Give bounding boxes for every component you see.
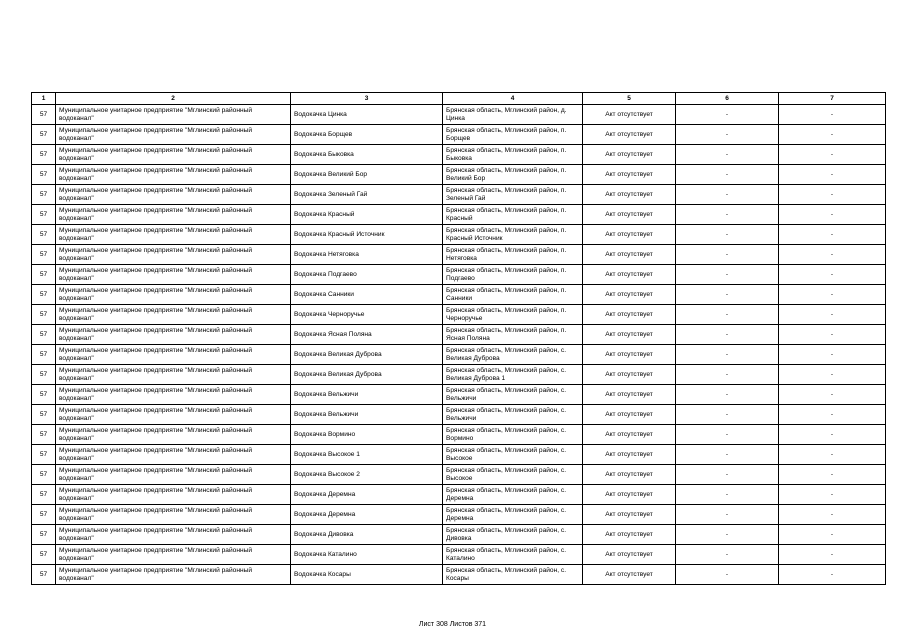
row-number-cell: 57 bbox=[32, 225, 56, 245]
organization-cell: Муниципальное унитарное предприятие "Мглинский районный водоканал" bbox=[56, 505, 291, 525]
row-number-cell: 57 bbox=[32, 545, 56, 565]
row-number-cell: 57 bbox=[32, 425, 56, 445]
column-6-cell: - bbox=[676, 565, 779, 585]
address-cell: Брянская область, Мглинский район, п. Великий Бор bbox=[443, 165, 583, 185]
row-number-cell: 57 bbox=[32, 345, 56, 365]
table-row bbox=[32, 205, 886, 225]
column-6-cell: - bbox=[676, 385, 779, 405]
organization-cell: Муниципальное унитарное предприятие "Мглинский районный водоканал" bbox=[56, 325, 291, 345]
column-header-2: 2 bbox=[56, 93, 291, 105]
table-row bbox=[32, 305, 886, 325]
address-cell: Брянская область, Мглинский район, п. Зеленый Гай bbox=[443, 185, 583, 205]
table-body bbox=[32, 105, 886, 585]
column-6-cell: - bbox=[676, 545, 779, 565]
act-status-cell: Акт отсутствует bbox=[583, 185, 676, 205]
organization-cell: Муниципальное унитарное предприятие "Мглинский районный водоканал" bbox=[56, 385, 291, 405]
organization-cell: Муниципальное унитарное предприятие "Мглинский районный водоканал" bbox=[56, 305, 291, 325]
object-name-cell: Водокачка Косары bbox=[291, 565, 443, 585]
column-6-cell: - bbox=[676, 305, 779, 325]
table-row bbox=[32, 345, 886, 365]
organization-cell: Муниципальное унитарное предприятие "Мглинский районный водоканал" bbox=[56, 565, 291, 585]
address-cell: Брянская область, Мглинский район, п. Красный bbox=[443, 205, 583, 225]
organization-cell: Муниципальное унитарное предприятие "Мглинский районный водоканал" bbox=[56, 545, 291, 565]
act-status-cell: Акт отсутствует bbox=[583, 545, 676, 565]
table-row bbox=[32, 405, 886, 425]
column-7-cell: - bbox=[779, 145, 886, 165]
column-6-cell: - bbox=[676, 205, 779, 225]
object-name-cell: Водокачка Дивовка bbox=[291, 525, 443, 545]
organization-cell: Муниципальное унитарное предприятие "Мглинский районный водоканал" bbox=[56, 205, 291, 225]
column-6-cell: - bbox=[676, 465, 779, 485]
column-7-cell: - bbox=[779, 265, 886, 285]
address-cell: Брянская область, Мглинский район, с. Деремна bbox=[443, 485, 583, 505]
address-cell: Брянская область, Мглинский район, с. Вельжичи bbox=[443, 405, 583, 425]
object-name-cell: Водокачка Вельжичи bbox=[291, 385, 443, 405]
act-status-cell: Акт отсутствует bbox=[583, 485, 676, 505]
table-row bbox=[32, 425, 886, 445]
address-cell: Брянская область, Мглинский район, п. Ясная Поляна bbox=[443, 325, 583, 345]
column-7-cell: - bbox=[779, 245, 886, 265]
organization-cell: Муниципальное унитарное предприятие "Мглинский районный водоканал" bbox=[56, 525, 291, 545]
act-status-cell: Акт отсутствует bbox=[583, 285, 676, 305]
object-name-cell: Водокачка Быковка bbox=[291, 145, 443, 165]
row-number-cell: 57 bbox=[32, 525, 56, 545]
object-name-cell: Водокачка Красный bbox=[291, 205, 443, 225]
header-row bbox=[32, 93, 886, 105]
column-7-cell: - bbox=[779, 405, 886, 425]
row-number-cell: 57 bbox=[32, 285, 56, 305]
column-6-cell: - bbox=[676, 245, 779, 265]
act-status-cell: Акт отсутствует bbox=[583, 425, 676, 445]
row-number-cell: 57 bbox=[32, 185, 56, 205]
column-6-cell: - bbox=[676, 485, 779, 505]
table-row bbox=[32, 385, 886, 405]
address-cell: Брянская область, Мглинский район, п. Черноручье bbox=[443, 305, 583, 325]
act-status-cell: Акт отсутствует bbox=[583, 325, 676, 345]
object-name-cell: Водокачка Каталино bbox=[291, 545, 443, 565]
act-status-cell: Акт отсутствует bbox=[583, 225, 676, 245]
table-row bbox=[32, 525, 886, 545]
object-name-cell: Водокачка Вельжичи bbox=[291, 405, 443, 425]
organization-cell: Муниципальное унитарное предприятие "Мглинский районный водоканал" bbox=[56, 145, 291, 165]
column-header-4: 4 bbox=[443, 93, 583, 105]
address-cell: Брянская область, Мглинский район, с. Каталино bbox=[443, 545, 583, 565]
address-cell: Брянская область, Мглинский район, п. Красный Источник bbox=[443, 225, 583, 245]
column-6-cell: - bbox=[676, 105, 779, 125]
organization-cell: Муниципальное унитарное предприятие "Мглинский районный водоканал" bbox=[56, 245, 291, 265]
act-status-cell: Акт отсутствует bbox=[583, 405, 676, 425]
column-7-cell: - bbox=[779, 485, 886, 505]
address-cell: Брянская область, Мглинский район, д. Цинка bbox=[443, 105, 583, 125]
row-number-cell: 57 bbox=[32, 265, 56, 285]
object-name-cell: Водокачка Деремна bbox=[291, 485, 443, 505]
act-status-cell: Акт отсутствует bbox=[583, 385, 676, 405]
row-number-cell: 57 bbox=[32, 465, 56, 485]
column-7-cell: - bbox=[779, 165, 886, 185]
column-7-cell: - bbox=[779, 545, 886, 565]
act-status-cell: Акт отсутствует bbox=[583, 125, 676, 145]
column-header-6: 6 bbox=[676, 93, 779, 105]
organization-cell: Муниципальное унитарное предприятие "Мглинский районный водоканал" bbox=[56, 445, 291, 465]
object-name-cell: Водокачка Высокое 2 bbox=[291, 465, 443, 485]
row-number-cell: 57 bbox=[32, 505, 56, 525]
row-number-cell: 57 bbox=[32, 145, 56, 165]
object-name-cell: Водокачка Высокое 1 bbox=[291, 445, 443, 465]
act-status-cell: Акт отсутствует bbox=[583, 565, 676, 585]
address-cell: Брянская область, Мглинский район, п. Нетяговка bbox=[443, 245, 583, 265]
column-7-cell: - bbox=[779, 305, 886, 325]
table-row bbox=[32, 185, 886, 205]
act-status-cell: Акт отсутствует bbox=[583, 445, 676, 465]
row-number-cell: 57 bbox=[32, 125, 56, 145]
row-number-cell: 57 bbox=[32, 365, 56, 385]
table-row bbox=[32, 125, 886, 145]
organization-cell: Муниципальное унитарное предприятие "Мглинский районный водоканал" bbox=[56, 265, 291, 285]
act-status-cell: Акт отсутствует bbox=[583, 245, 676, 265]
organization-cell: Муниципальное унитарное предприятие "Мглинский районный водоканал" bbox=[56, 125, 291, 145]
column-7-cell: - bbox=[779, 385, 886, 405]
organization-cell: Муниципальное унитарное предприятие "Мглинский районный водоканал" bbox=[56, 105, 291, 125]
organization-cell: Муниципальное унитарное предприятие "Мглинский районный водоканал" bbox=[56, 465, 291, 485]
address-cell: Брянская область, Мглинский район, п. Подгаево bbox=[443, 265, 583, 285]
row-number-cell: 57 bbox=[32, 565, 56, 585]
table-row bbox=[32, 485, 886, 505]
act-status-cell: Акт отсутствует bbox=[583, 365, 676, 385]
column-6-cell: - bbox=[676, 185, 779, 205]
object-name-cell: Водокачка Цинка bbox=[291, 105, 443, 125]
page-number: Лист 308 Листов 371 bbox=[418, 621, 487, 628]
row-number-cell: 57 bbox=[32, 405, 56, 425]
act-status-cell: Акт отсутствует bbox=[583, 305, 676, 325]
organization-cell: Муниципальное унитарное предприятие "Мглинский районный водоканал" bbox=[56, 405, 291, 425]
address-cell: Брянская область, Мглинский район, с. Великая Дуброва bbox=[443, 345, 583, 365]
organization-cell: Муниципальное унитарное предприятие "Мглинский районный водоканал" bbox=[56, 165, 291, 185]
table-row bbox=[32, 465, 886, 485]
object-name-cell: Водокачка Деремна bbox=[291, 505, 443, 525]
address-cell: Брянская область, Мглинский район, с. Высокое bbox=[443, 465, 583, 485]
address-cell: Брянская область, Мглинский район, с. Деремна bbox=[443, 505, 583, 525]
column-7-cell: - bbox=[779, 365, 886, 385]
address-cell: Брянская область, Мглинский район, с. Великая Дуброва 1 bbox=[443, 365, 583, 385]
object-name-cell: Водокачка Нетяговка bbox=[291, 245, 443, 265]
table-row bbox=[32, 105, 886, 125]
table-row bbox=[32, 225, 886, 245]
column-6-cell: - bbox=[676, 165, 779, 185]
row-number-cell: 57 bbox=[32, 385, 56, 405]
column-6-cell: - bbox=[676, 225, 779, 245]
table-row bbox=[32, 285, 886, 305]
table-row bbox=[32, 545, 886, 565]
table-row bbox=[32, 165, 886, 185]
table-row bbox=[32, 365, 886, 385]
organization-cell: Муниципальное унитарное предприятие "Мглинский районный водоканал" bbox=[56, 425, 291, 445]
object-name-cell: Водокачка Санники bbox=[291, 285, 443, 305]
column-7-cell: - bbox=[779, 445, 886, 465]
column-7-cell: - bbox=[779, 285, 886, 305]
column-6-cell: - bbox=[676, 265, 779, 285]
table-row bbox=[32, 445, 886, 465]
row-number-cell: 57 bbox=[32, 485, 56, 505]
row-number-cell: 57 bbox=[32, 325, 56, 345]
act-status-cell: Акт отсутствует bbox=[583, 525, 676, 545]
column-7-cell: - bbox=[779, 125, 886, 145]
row-number-cell: 57 bbox=[32, 245, 56, 265]
column-7-cell: - bbox=[779, 565, 886, 585]
address-cell: Брянская область, Мглинский район, п. Санники bbox=[443, 285, 583, 305]
column-6-cell: - bbox=[676, 145, 779, 165]
address-cell: Брянская область, Мглинский район, с. Косары bbox=[443, 565, 583, 585]
act-status-cell: Акт отсутствует bbox=[583, 165, 676, 185]
row-number-cell: 57 bbox=[32, 105, 56, 125]
row-number-cell: 57 bbox=[32, 165, 56, 185]
organization-cell: Муниципальное унитарное предприятие "Мглинский районный водоканал" bbox=[56, 225, 291, 245]
organization-cell: Муниципальное унитарное предприятие "Мглинский районный водоканал" bbox=[56, 365, 291, 385]
object-name-cell: Водокачка Ясная Поляна bbox=[291, 325, 443, 345]
table-row bbox=[32, 505, 886, 525]
table-row bbox=[32, 265, 886, 285]
address-cell: Брянская область, Мглинский район, п. Борщев bbox=[443, 125, 583, 145]
object-name-cell: Водокачка Черноручье bbox=[291, 305, 443, 325]
object-name-cell: Водокачка Вормино bbox=[291, 425, 443, 445]
column-6-cell: - bbox=[676, 325, 779, 345]
row-number-cell: 57 bbox=[32, 205, 56, 225]
object-name-cell: Водокачка Красный Источник bbox=[291, 225, 443, 245]
object-name-cell: Водокачка Великая Дуброва bbox=[291, 345, 443, 365]
table-row bbox=[32, 145, 886, 165]
organization-cell: Муниципальное унитарное предприятие "Мглинский районный водоканал" bbox=[56, 185, 291, 205]
column-7-cell: - bbox=[779, 525, 886, 545]
column-6-cell: - bbox=[676, 285, 779, 305]
address-cell: Брянская область, Мглинский район, п. Быковка bbox=[443, 145, 583, 165]
object-name-cell: Водокачка Зеленый Гай bbox=[291, 185, 443, 205]
act-status-cell: Акт отсутствует bbox=[583, 105, 676, 125]
column-header-7: 7 bbox=[779, 93, 886, 105]
object-name-cell: Водокачка Борщев bbox=[291, 125, 443, 145]
column-7-cell: - bbox=[779, 505, 886, 525]
column-7-cell: - bbox=[779, 225, 886, 245]
column-7-cell: - bbox=[779, 345, 886, 365]
address-cell: Брянская область, Мглинский район, с. Высокое bbox=[443, 445, 583, 465]
column-7-cell: - bbox=[779, 465, 886, 485]
column-7-cell: - bbox=[779, 185, 886, 205]
address-cell: Брянская область, Мглинский район, с. Вельжичи bbox=[443, 385, 583, 405]
column-6-cell: - bbox=[676, 345, 779, 365]
table-row bbox=[32, 325, 886, 345]
column-7-cell: - bbox=[779, 425, 886, 445]
act-status-cell: Акт отсутствует bbox=[583, 145, 676, 165]
column-header-5: 5 bbox=[583, 93, 676, 105]
object-name-cell: Водокачка Великая Дуброва bbox=[291, 365, 443, 385]
organization-cell: Муниципальное унитарное предприятие "Мглинский районный водоканал" bbox=[56, 285, 291, 305]
act-status-cell: Акт отсутствует bbox=[583, 465, 676, 485]
organization-cell: Муниципальное унитарное предприятие "Мглинский районный водоканал" bbox=[56, 345, 291, 365]
address-cell: Брянская область, Мглинский район, с. Дивовка bbox=[443, 525, 583, 545]
column-7-cell: - bbox=[779, 325, 886, 345]
object-name-cell: Водокачка Великий Бор bbox=[291, 165, 443, 185]
column-6-cell: - bbox=[676, 365, 779, 385]
act-status-cell: Акт отсутствует bbox=[583, 265, 676, 285]
column-7-cell: - bbox=[779, 105, 886, 125]
column-6-cell: - bbox=[676, 425, 779, 445]
column-6-cell: - bbox=[676, 405, 779, 425]
column-6-cell: - bbox=[676, 125, 779, 145]
row-number-cell: 57 bbox=[32, 445, 56, 465]
object-name-cell: Водокачка Подгаево bbox=[291, 265, 443, 285]
organization-cell: Муниципальное унитарное предприятие "Мглинский районный водоканал" bbox=[56, 485, 291, 505]
column-header-1: 1 bbox=[32, 93, 56, 105]
address-cell: Брянская область, Мглинский район, с. Вормино bbox=[443, 425, 583, 445]
column-6-cell: - bbox=[676, 445, 779, 465]
column-7-cell: - bbox=[779, 205, 886, 225]
column-6-cell: - bbox=[676, 505, 779, 525]
table-row bbox=[32, 565, 886, 585]
row-number-cell: 57 bbox=[32, 305, 56, 325]
act-status-cell: Акт отсутствует bbox=[583, 345, 676, 365]
register-table bbox=[31, 92, 886, 585]
act-status-cell: Акт отсутствует bbox=[583, 505, 676, 525]
column-6-cell: - bbox=[676, 525, 779, 545]
table-row bbox=[32, 245, 886, 265]
act-status-cell: Акт отсутствует bbox=[583, 205, 676, 225]
column-header-3: 3 bbox=[291, 93, 443, 105]
